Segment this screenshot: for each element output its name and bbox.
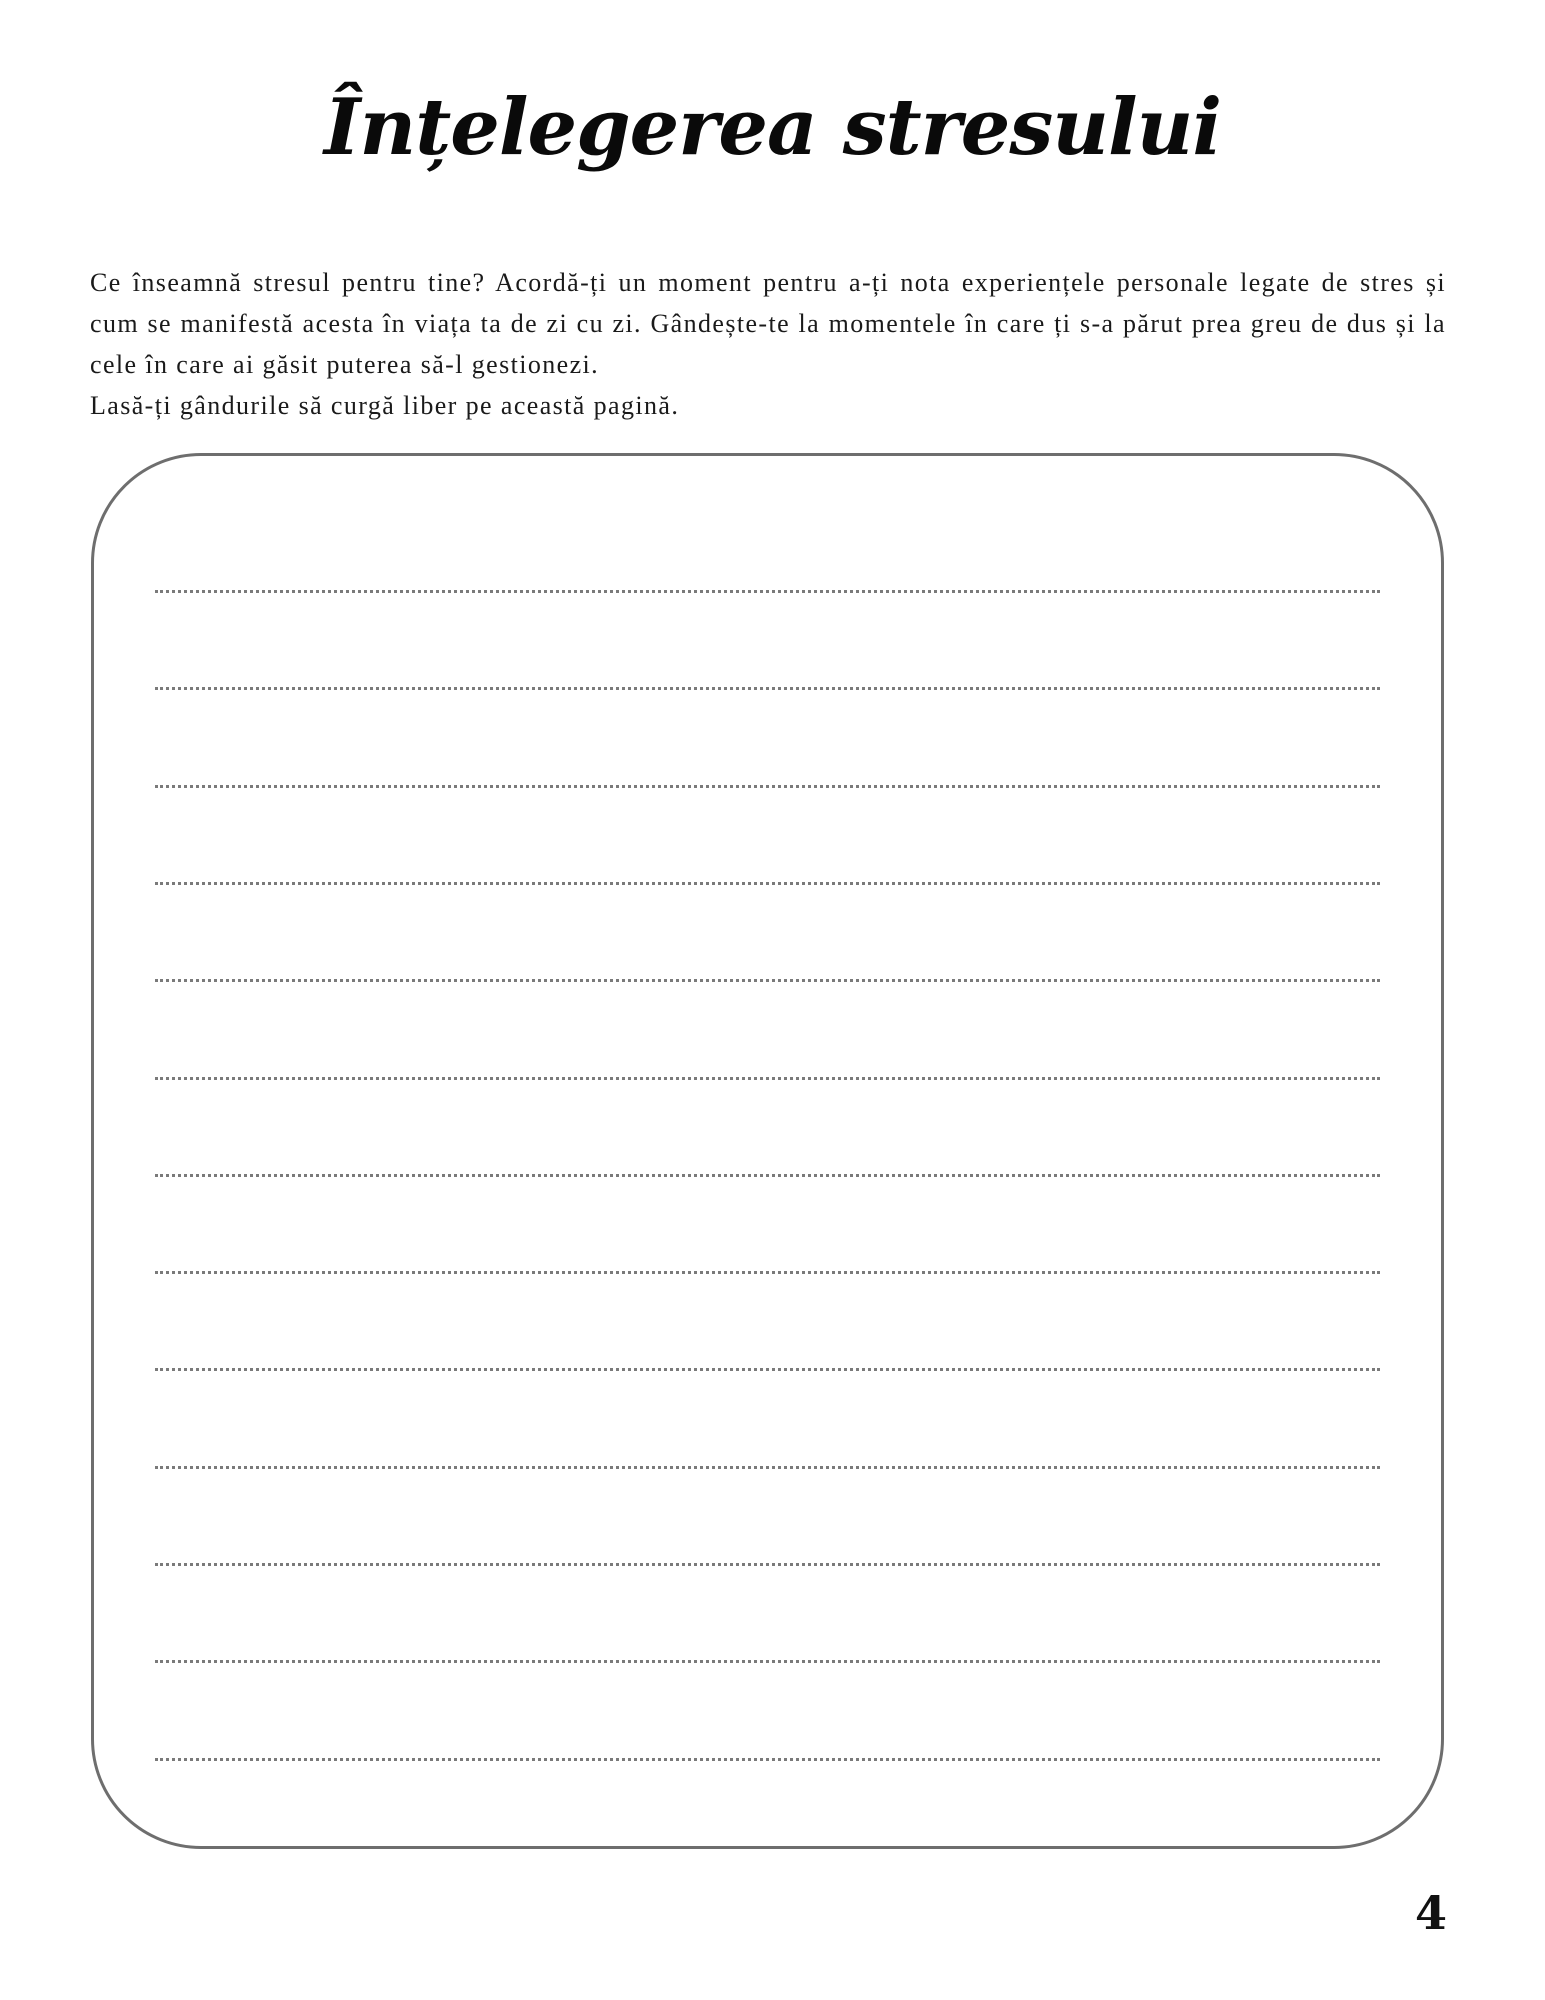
- writing-line[interactable]: [155, 687, 1380, 690]
- writing-line[interactable]: [155, 1660, 1380, 1663]
- intro-line: Lasă-ți gândurile să curgă liber pe această pagină.: [90, 391, 680, 420]
- writing-line[interactable]: [155, 590, 1380, 593]
- writing-line[interactable]: [155, 1758, 1380, 1761]
- writing-line[interactable]: [155, 1563, 1380, 1566]
- intro-text: [90, 262, 1446, 426]
- writing-line[interactable]: [155, 1466, 1380, 1469]
- writing-line[interactable]: [155, 1368, 1380, 1371]
- writing-line[interactable]: [155, 785, 1380, 788]
- page-title: Înțelegerea stresului: [324, 82, 1221, 173]
- writing-line[interactable]: [155, 1077, 1380, 1080]
- writing-line[interactable]: [155, 1174, 1380, 1177]
- writing-box[interactable]: [91, 453, 1444, 1849]
- writing-line[interactable]: [155, 882, 1380, 885]
- page-number: 4: [1414, 1886, 1447, 1940]
- writing-line[interactable]: [155, 979, 1380, 982]
- writing-line[interactable]: [155, 1271, 1380, 1274]
- intro-paragraph: Ce înseamnă stresul pentru tine? Acordă-ți un moment pentru a-ți nota experiențele personale legate de stres și cum se manifestă acesta în viața ta de zi cu zi. Gândește-te la momentele în care ți s-a părut prea greu de dus și la cele în care ai găsit puterea să-l gestionezi.: [90, 268, 1446, 379]
